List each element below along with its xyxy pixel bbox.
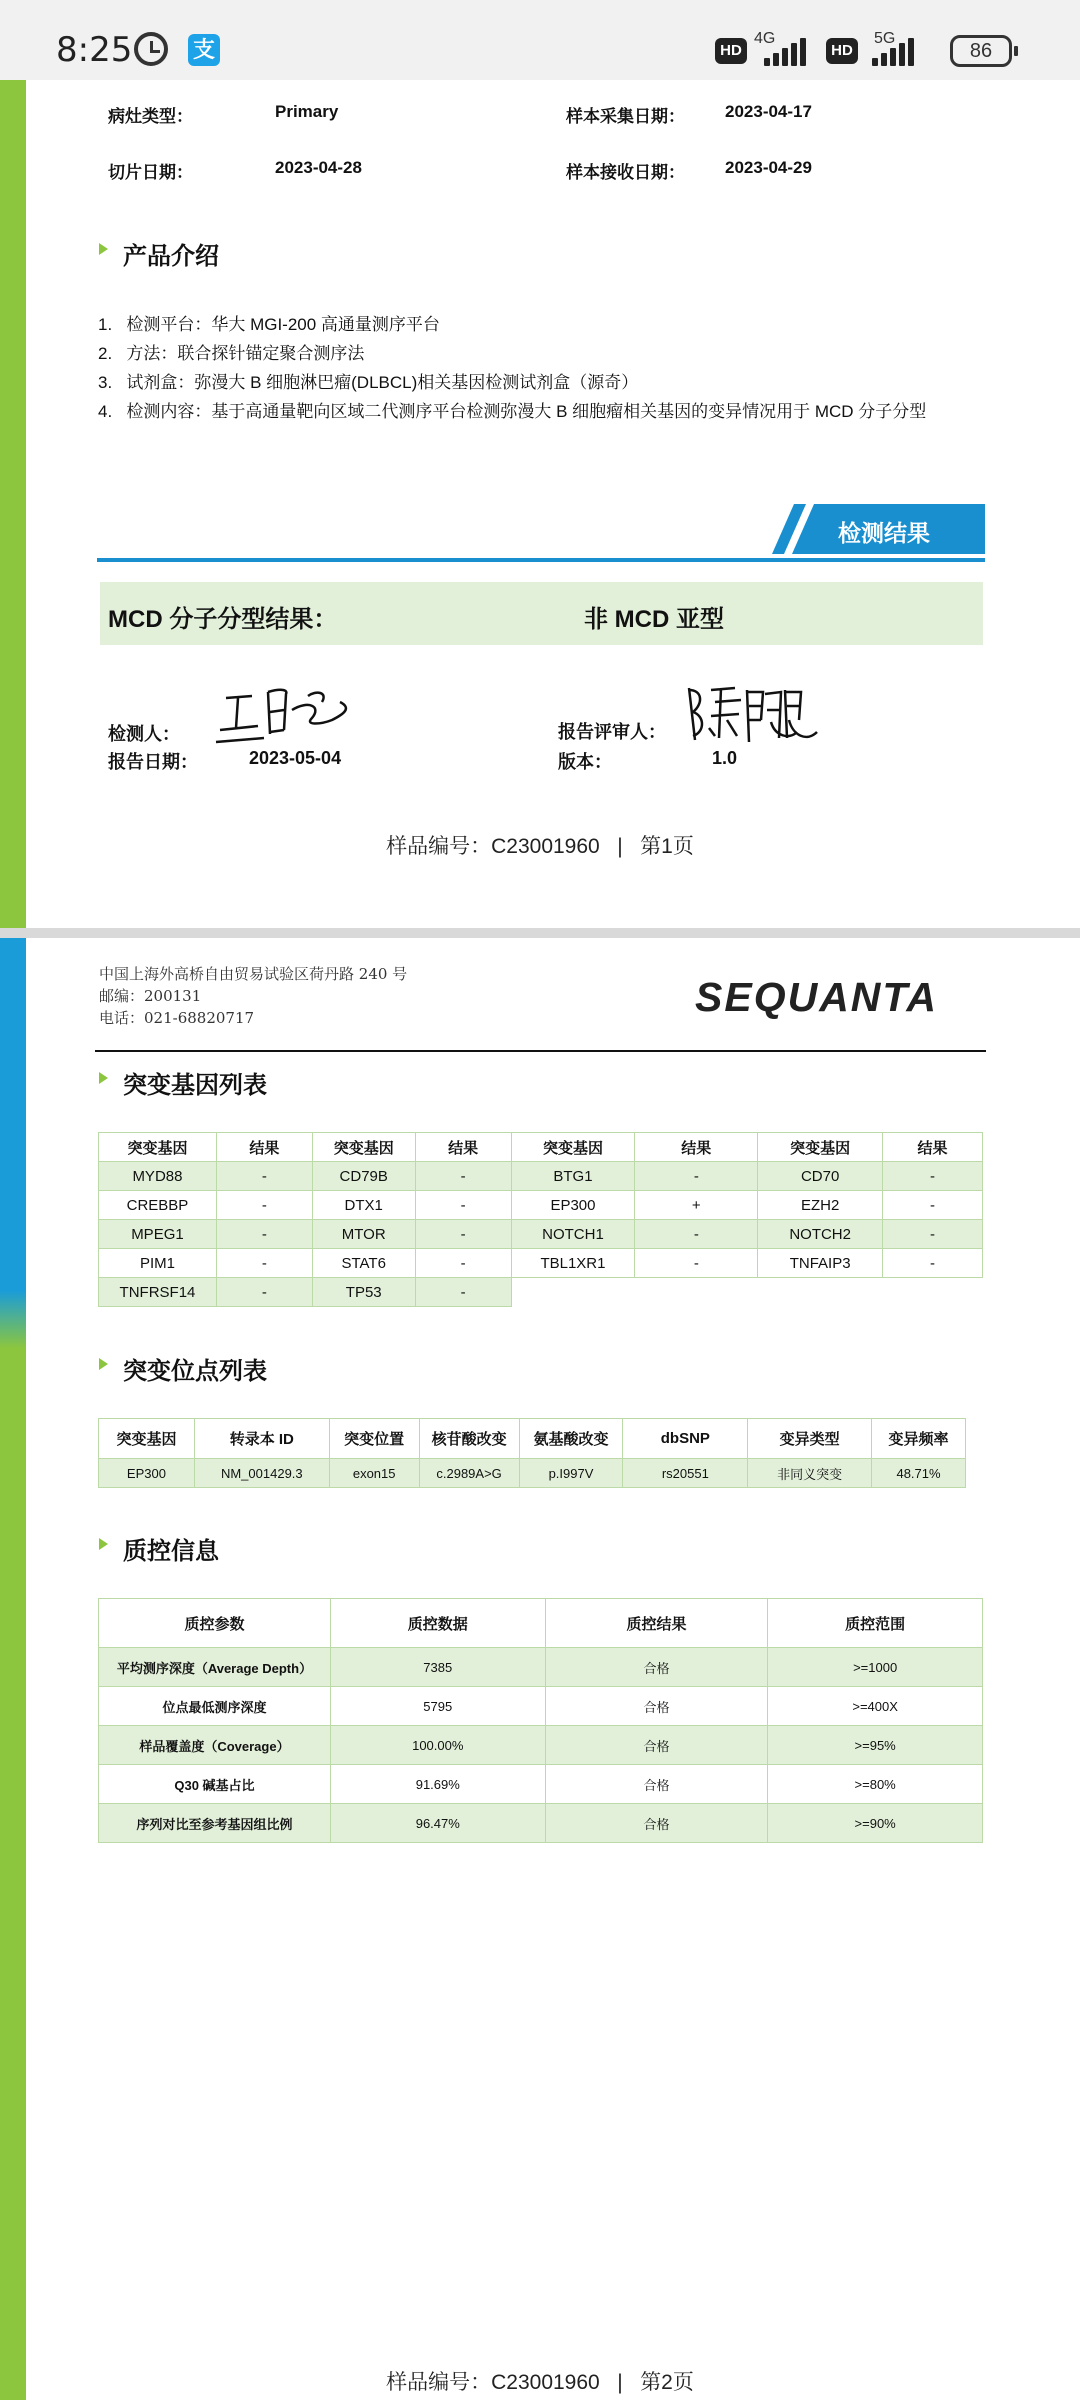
site-header: 氨基酸改变 [519, 1419, 623, 1459]
header-divider [95, 1050, 986, 1052]
qc-range-cell: >=400X [768, 1687, 983, 1726]
result-cell: - [635, 1249, 758, 1278]
slice-date-value: 2023-04-28 [275, 158, 362, 177]
result-cell: - [635, 1162, 758, 1191]
signal-icon [764, 36, 810, 66]
gene-list-title: 突变基因列表 [123, 1065, 267, 1100]
gene-cell: DTX1 [312, 1191, 415, 1220]
receive-date-value: 2023-04-29 [725, 158, 812, 177]
empty-cell [758, 1278, 883, 1307]
reviewer-label: 报告评审人： [558, 722, 666, 742]
result-cell: - [415, 1278, 511, 1307]
gene-cell: PIM1 [99, 1249, 217, 1278]
network-5g-label: 5G [874, 30, 896, 47]
qc-header: 质控结果 [545, 1599, 768, 1648]
result-cell: - [883, 1249, 983, 1278]
qc-range-cell: >=80% [768, 1765, 983, 1804]
result-header: 结果 [415, 1133, 511, 1162]
result-header: 结果 [883, 1133, 983, 1162]
gene-cell: MPEG1 [99, 1220, 217, 1249]
result-cell: - [216, 1249, 312, 1278]
tester-label: 检测人： [108, 724, 180, 744]
table-row [99, 1726, 983, 1765]
table-row [99, 1459, 966, 1488]
result-cell: - [415, 1249, 511, 1278]
signal-icon-2 [872, 36, 918, 66]
qc-param-cell: 位点最低测序深度 [99, 1687, 331, 1726]
site-cell: p.I997V [519, 1459, 623, 1488]
site-cell: NM_001429.3 [194, 1459, 329, 1488]
qc-range-cell: >=1000 [768, 1648, 983, 1687]
qc-data-cell: 5795 [330, 1687, 545, 1726]
tester-signature [212, 680, 362, 750]
qc-param-cell: 样品覆盖度（Coverage） [99, 1726, 331, 1765]
hd-icon-2: HD [826, 38, 858, 64]
site-cell: exon15 [329, 1459, 419, 1488]
reviewer-signature [685, 680, 825, 752]
table-row [99, 1648, 983, 1687]
site-cell: EP300 [99, 1459, 195, 1488]
gene-cell: TBL1XR1 [511, 1249, 635, 1278]
table-row [99, 1687, 983, 1726]
site-header: 突变位置 [329, 1419, 419, 1459]
site-table [98, 1418, 966, 1488]
company-postcode: 邮编：200131 [99, 987, 202, 1005]
gene-cell: MYD88 [99, 1162, 217, 1191]
qc-header: 质控数据 [330, 1599, 545, 1648]
table-row [99, 1162, 983, 1191]
site-header: dbSNP [623, 1419, 748, 1459]
page-footer: 样品编号：C23001960 | 第1页 [386, 835, 694, 858]
alarm-icon [134, 32, 168, 66]
report-page-1 [0, 80, 1080, 928]
hd-icon: HD [715, 38, 747, 64]
qc-title: 质控信息 [123, 1531, 219, 1566]
gene-cell: CD79B [312, 1162, 415, 1191]
result-header: 结果 [216, 1133, 312, 1162]
result-cell: - [415, 1191, 511, 1220]
site-header: 变异频率 [872, 1419, 966, 1459]
qc-result-cell: 合格 [545, 1804, 768, 1843]
qc-result-cell: 合格 [545, 1726, 768, 1765]
table-row [99, 1765, 983, 1804]
result-cell: - [216, 1278, 312, 1307]
page-side-bar [0, 80, 26, 928]
version-value: 1.0 [712, 748, 738, 768]
table-row [99, 1191, 983, 1220]
table-row [99, 1278, 983, 1307]
intro-item: 2. 方法：联合探针锚定聚合测序法 [98, 344, 365, 363]
result-cell: - [415, 1162, 511, 1191]
company-phone: 电话：021-68820717 [99, 1009, 255, 1027]
report-page-2 [0, 938, 1080, 2400]
site-cell: rs20551 [623, 1459, 748, 1488]
gene-cell: STAT6 [312, 1249, 415, 1278]
intro-item: 3. 试剂盒：弥漫大 B 细胞淋巴瘤(DLBCL)相关基因检测试剂盒（源奇） [98, 373, 639, 392]
result-cell: + [635, 1191, 758, 1220]
report-date-value: 2023-05-04 [249, 748, 342, 768]
qc-data-cell: 100.00% [330, 1726, 545, 1765]
site-header: 转录本 ID [194, 1419, 329, 1459]
result-cell: - [216, 1162, 312, 1191]
result-divider [97, 558, 985, 562]
site-cell: 48.71% [872, 1459, 966, 1488]
network-4g-label: 4G [754, 30, 776, 47]
gene-header: 突变基因 [758, 1133, 883, 1162]
gene-cell: TP53 [312, 1278, 415, 1307]
collect-date-label: 样本采集日期： [566, 107, 685, 126]
gene-header: 突变基因 [312, 1133, 415, 1162]
site-header: 变异类型 [748, 1419, 872, 1459]
qc-data-cell: 91.69% [330, 1765, 545, 1804]
lesion-type-value: Primary [275, 102, 339, 121]
status-time: 8:25 [56, 30, 133, 70]
qc-data-cell: 96.47% [330, 1804, 545, 1843]
gene-cell: EP300 [511, 1191, 635, 1220]
site-header: 核苷酸改变 [419, 1419, 519, 1459]
table-row [99, 1220, 983, 1249]
qc-param-cell: 平均测序深度（Average Depth） [99, 1648, 331, 1687]
page-side-bar-accent [0, 938, 26, 1348]
gene-cell: NOTCH1 [511, 1220, 635, 1249]
gene-cell: MTOR [312, 1220, 415, 1249]
mcd-result-value: 非 MCD 亚型 [584, 606, 724, 633]
qc-range-cell: >=95% [768, 1726, 983, 1765]
gene-cell: CD70 [758, 1162, 883, 1191]
site-list-title: 突变位点列表 [123, 1351, 267, 1386]
sequanta-logo: SEQUANTA [695, 974, 939, 1020]
gene-cell: TNFAIP3 [758, 1249, 883, 1278]
mcd-result-label: MCD 分子分型结果： [108, 606, 338, 633]
site-cell: 非同义突变 [748, 1459, 872, 1488]
qc-result-cell: 合格 [545, 1687, 768, 1726]
empty-cell [635, 1278, 758, 1307]
site-cell: c.2989A>G [419, 1459, 519, 1488]
empty-cell [511, 1278, 635, 1307]
collect-date-value: 2023-04-17 [725, 102, 812, 121]
company-address: 中国上海外高桥自由贸易试验区荷丹路 240 号 [99, 965, 408, 983]
result-header: 结果 [635, 1133, 758, 1162]
qc-header: 质控范围 [768, 1599, 983, 1648]
status-bar [0, 0, 1080, 80]
qc-range-cell: >=90% [768, 1804, 983, 1843]
receive-date-label: 样本接收日期： [566, 163, 685, 182]
result-tab-label: 检测结果 [838, 520, 930, 546]
result-section-tab [772, 504, 985, 554]
mcd-result-box [100, 582, 983, 645]
table-row [99, 1804, 983, 1843]
result-cell: - [883, 1162, 983, 1191]
result-cell: - [216, 1220, 312, 1249]
gene-cell: BTG1 [511, 1162, 635, 1191]
qc-data-cell: 7385 [330, 1648, 545, 1687]
intro-item: 1. 检测平台：华大 MGI-200 高通量测序平台 [98, 315, 440, 334]
qc-param-cell: Q30 碱基占比 [99, 1765, 331, 1804]
qc-param-cell: 序列对比至参考基因组比例 [99, 1804, 331, 1843]
gene-cell: CREBBP [99, 1191, 217, 1220]
result-cell: - [635, 1220, 758, 1249]
gene-cell: EZH2 [758, 1191, 883, 1220]
alipay-icon: 支 [188, 34, 220, 66]
result-cell: - [415, 1220, 511, 1249]
result-cell: - [216, 1191, 312, 1220]
empty-cell [883, 1278, 983, 1307]
qc-table [98, 1598, 983, 1843]
page-footer: 样品编号：C23001960 | 第2页 [386, 2371, 694, 2394]
gene-header: 突变基因 [511, 1133, 635, 1162]
site-header: 突变基因 [99, 1419, 195, 1459]
gene-table [98, 1132, 983, 1307]
qc-header: 质控参数 [99, 1599, 331, 1648]
slice-date-label: 切片日期： [108, 163, 193, 182]
result-cell: - [883, 1220, 983, 1249]
qc-result-cell: 合格 [545, 1648, 768, 1687]
result-cell: - [883, 1191, 983, 1220]
intro-item: 4. 检测内容：基于高通量靶向区域二代测序平台检测弥漫大 B 细胞瘤相关基因的变异情况用于 MCD 分子分型 [98, 402, 927, 421]
report-date-label: 报告日期： [108, 752, 198, 772]
gene-cell: TNFRSF14 [99, 1278, 217, 1307]
table-row [99, 1249, 983, 1278]
gene-cell: NOTCH2 [758, 1220, 883, 1249]
version-label: 版本： [558, 752, 612, 772]
qc-result-cell: 合格 [545, 1765, 768, 1804]
battery-icon: 86 [950, 35, 1012, 67]
gene-header: 突变基因 [99, 1133, 217, 1162]
product-intro-title: 产品介绍 [123, 236, 219, 271]
lesion-type-label: 病灶类型： [108, 107, 193, 126]
